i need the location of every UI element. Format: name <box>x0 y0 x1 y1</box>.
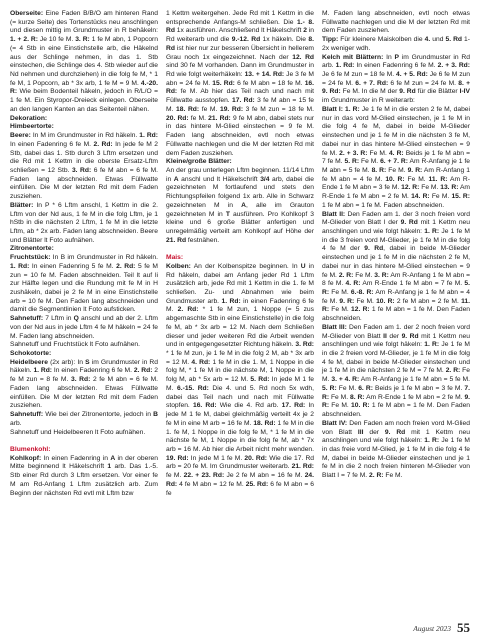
body-text: In jede M 1 fe M. <box>166 376 314 392</box>
bold-term: 2. Rd: <box>177 306 199 314</box>
bold-term: 1. R: <box>424 227 440 235</box>
body-text: In jede fe M 2 Stb, dabei das 1. Stb durch 3 Lftm ersetzen und die Rd mit 1 Kettm in die oberste Ersatz-Lftm schließen = 12 Stb. <box>10 140 158 174</box>
instruction-paragraph <box>322 106 470 211</box>
body-text: Am R-Anfang je 1 fe M abn = 5 fe M. <box>322 158 470 174</box>
instruction-paragraph <box>322 211 470 324</box>
body-text: An der grau unterlegen Lftm beginnen. 11/14 Lftm in <box>166 166 314 183</box>
body-text: In einen Fadenring 6 fe M. <box>10 140 94 148</box>
body-text: arb, dabei die gezeichneten M fortlaufend und stets den Richtungspfeilen folgend 1x arb. Alle in Schwarz gezeichneten M in <box>166 175 314 209</box>
bold-term: P <box>394 53 399 61</box>
body-text: 6 fe M abn = 6 fe <box>166 480 314 497</box>
body-text: In einen Fadenring 5 fe M. <box>29 262 117 270</box>
bold-term: 19. Rd: <box>219 105 244 113</box>
bold-term: 9. Rd <box>401 332 419 340</box>
body-text: Am R-Anfang 1 fe M abn = 4 fe M. <box>322 166 470 183</box>
body-text: Je 10 fe M. <box>37 36 76 44</box>
body-text: 1 fe M abn = 1 fe M. Faden abschneiden. <box>322 201 445 209</box>
bold-term: 4. R: <box>388 149 404 157</box>
section-spacer <box>10 437 158 446</box>
body-text: 2 fe M zun = 8 fe M. <box>10 367 159 384</box>
body-text: 5 fe M zun = 10 fe M. Faden abschneiden. Teil lt auf li zur Hälfte legen und die Rundung mit fe M in H zushäkeln, dabei je 2 fe M in eine Einstichstelle arb = 10 fe M. Den Faden lang abschneiden und damit die Segmentlinien lt Foto aufsticken. <box>10 262 158 314</box>
bold-term: A <box>173 175 179 183</box>
body-text: Fe M. <box>329 393 350 401</box>
bold-term: 8. R: <box>350 393 365 401</box>
bold-term: 18. Rd: <box>176 105 200 113</box>
body-text: fe M. <box>166 472 184 480</box>
bold-term: Blätter: <box>10 201 34 209</box>
bold-term: Tipp: <box>322 36 339 44</box>
bold-term: 16. Rd: <box>166 79 314 96</box>
instruction-paragraph <box>10 455 158 499</box>
body-text: 3 fe M abn = 15 fe M. <box>166 97 314 113</box>
bold-term: 16. Rd: <box>192 402 217 410</box>
body-text: 1 fe M in die 1. M, 1 Noppe in die folg M, * 1 fe M in die nächste M, 1 Noppe in die folg M, ab * 5x arb = 12 M. <box>166 358 314 384</box>
instruction-paragraph <box>322 10 470 36</box>
instruction-paragraph <box>322 54 470 106</box>
body-text: Am R-Ende 1 fe M abn = 2 fe M. <box>364 393 465 401</box>
body-text: In B im Grundmuster in Rd häkeln. <box>50 254 158 262</box>
body-text: 1x ausführen. Anschließend lt Häkelschrift <box>174 27 304 35</box>
body-text: anschl und ab der 2. Lftm von der Nd aus in jede Lftm 4 fe M häkeln = 24 fe M. Faden lang abschneiden. <box>10 315 158 340</box>
body-text: Sahnetuff und Heidelbeeren lt Foto aufnähen. <box>10 428 146 436</box>
bold-term: 12. Rd <box>292 53 314 61</box>
bold-term: 12. R: <box>401 184 420 192</box>
body-text: Fe M. <box>359 158 381 166</box>
bold-term: 1. Rd: <box>10 262 30 270</box>
body-text: , alle im Grauton gezeichneten M in <box>166 201 315 218</box>
bold-term: 11. R: <box>322 297 470 314</box>
body-text: Beids je 1 fe M abn = 7 fe M. <box>322 149 470 166</box>
body-text: 1x häkeln. Die <box>260 36 309 44</box>
instruction-paragraph <box>166 254 314 263</box>
body-text: in einen Fadenring 6 fe M. <box>166 297 314 314</box>
bold-term: 3. Rd: <box>295 341 315 349</box>
body-text: Je 1 fe M in die ersten 2 fe M, dabei nur in das vord M-Glied einstechen, je 1 fe M in die folg 4 fe M, dabei in beide M-Glieder einstechen und je 1 fe M in die nächsten 3 fe M, dabei nur in das hintere M-Glied einstechen = 9 fe M. <box>322 105 470 157</box>
body-text: 2 fe M abn = 2 fe M. <box>394 297 462 305</box>
bold-term: 3/4 <box>260 175 270 183</box>
bold-term: 2. R: <box>369 472 384 480</box>
bold-term: 10. R: <box>385 175 405 183</box>
body-text: Fe M. <box>336 384 359 392</box>
bold-term: 9. Rd <box>399 88 416 96</box>
body-text: fe M. Ab hier das Teil nach und nach mit Füllwatte ausstopfen. <box>166 88 314 105</box>
bold-term: 12. R: <box>351 306 370 314</box>
bold-term: 2 <box>303 27 307 35</box>
bold-term: 4. + 5. Rd: <box>396 71 428 79</box>
body-text: im Grundmuster in R weiterarb: <box>322 97 415 105</box>
section-heading: Mais: <box>166 254 184 262</box>
instruction-paragraph <box>322 420 470 481</box>
bold-term: Blatt II: <box>322 210 346 218</box>
bold-term: 2. Rd: <box>93 140 113 148</box>
bold-term: 3. + 4. R: <box>331 376 360 384</box>
body-text: In jede M 1 fe M, dabei gleichmäßig verteilt 4x je 2 fe M in eine M arb = 16 fe M. <box>166 402 315 427</box>
instruction-paragraph <box>10 350 158 359</box>
body-text: Am R-Ende 1 fe M abn = 3 fe M. <box>322 175 470 192</box>
bold-term: 4.-20. R: <box>10 79 158 96</box>
body-text: Je 6 fe M zun = 24 fe M. <box>322 71 470 87</box>
bold-term: 25. Rd: <box>245 480 269 488</box>
bold-term: 6. R: <box>358 384 373 392</box>
body-text: der <box>363 428 385 436</box>
bold-term: Heidelbeere <box>10 358 48 366</box>
body-text: In einen Fadenring in <box>41 454 111 462</box>
body-text: in der oberen Mitte beginnend lt Häkelschrift <box>10 454 158 471</box>
bold-term: 18. Rd: <box>253 419 276 427</box>
text-column-right <box>322 10 470 481</box>
bold-term: Kolben: <box>166 262 191 270</box>
body-text: Wie beim Bodenteil häkeln, jedoch in R/L/O = 1 fe M. Ein Styropor-Dreieck einlegen. Oberseite an den langen Kanten an das Seitenteil nähen. <box>10 88 158 113</box>
bold-term: 1. Rd: <box>33 367 53 375</box>
body-text: 2 fe M abn = 6 fe M. Faden lang abschneiden. Etwas Füllwatte einfüllen. Die M der letzten Rd mit dem Faden zusziehen. <box>10 376 159 410</box>
bold-term: 1.- 8. Rd <box>166 18 314 35</box>
bold-term: 9. Rd <box>384 428 406 436</box>
instruction-paragraph <box>10 359 158 411</box>
bold-term: 5. Rd <box>445 36 463 44</box>
bold-term: Beere: <box>10 132 31 140</box>
bold-term: 3. R: <box>374 271 389 279</box>
body-text: ausführen. Pro Kohlkopf 3 kleine und 6 große Blätter anfertigen und unregelmäßig verteilt am Kohlkopf auf Höhe der <box>166 210 314 235</box>
body-text: Fe M. <box>329 306 352 314</box>
bold-term: Himbeertorte: <box>10 123 54 131</box>
bold-term: 19. Rd: <box>166 454 189 462</box>
section-spacer <box>166 245 314 254</box>
bold-term: 3. Rd: <box>71 166 92 174</box>
bold-term: A <box>241 201 246 209</box>
bold-term: II <box>383 332 387 340</box>
bold-term: Sahnetuff: <box>10 315 44 323</box>
text-column-left <box>10 10 158 498</box>
body-text: 7 Lftm in <box>43 315 74 323</box>
bold-term: 9. Rd <box>400 219 418 227</box>
body-text: * 1 fe M zun, 1 Noppe (= 5 zus abgemaschte Stb in eine Einstichstelle) in die folg fe M, ab * 3x arb = 12 M. Nach dem Schließen dieser und jeder weiteren Rd die Arbeit wenden und in entgegengesetzter Richtung häkeln. <box>166 306 314 349</box>
body-text: Die 4. und 5. Rd noch 5x wdh, dabei das Teil nach und nach mit Füllwatte stopfen. <box>166 384 315 410</box>
instruction-paragraph <box>10 132 158 202</box>
body-text: Den Faden am noch freien vord M-Glied von Blatt <box>322 419 470 436</box>
bold-term: 9. R: <box>339 297 355 305</box>
bold-term: 1. Rd: <box>221 297 241 305</box>
body-text: Eine Faden B/B/O am hinteren Rand (= kurze Seite) des Tortenstücks neu anschlingen und diesen mittig im Grundmuster in R behäkeln: <box>10 10 158 35</box>
text-column-middle <box>166 10 314 498</box>
body-text: In P * 6 Lftm anschl, 1 Kettm in die 2. Lftm von der Nd aus, 1 fe M in die folg Lftm, je 1 hStb in die nächsten 2 Lftm, 1 fe M in die letzte Lftm, ab * 2x arb. Faden lang abschneiden. Beere und Blätter lt Foto aufnähen. <box>10 201 158 244</box>
body-text: anschl und lt Häkelschrift <box>178 175 261 183</box>
bold-term: 2. Rd: <box>133 367 153 375</box>
body-text: Fe M. <box>329 402 352 410</box>
body-text: 1-2x weniger wdh. <box>322 36 471 52</box>
body-text: Den Faden am 1. der 3 noch freien vord M-Glieder von Blatt I der <box>322 210 470 227</box>
section-heading: Blumenkohl: <box>10 445 51 453</box>
body-text: Fe M. <box>329 289 351 296</box>
instruction-paragraph <box>166 167 314 245</box>
body-text: 1 fe M abn = 1 fe M. Den Faden abschneiden. <box>322 402 471 419</box>
bold-term: 22. + 23. Rd: <box>183 472 225 480</box>
bold-term: 1. Rd: <box>139 132 158 140</box>
body-text: In jede M 1 fe M. <box>188 454 245 462</box>
body-text: Fe M. <box>322 367 470 384</box>
body-text: Fe M. <box>354 297 377 305</box>
body-text: In <box>383 53 395 61</box>
bold-term: 8. Rd <box>166 36 314 52</box>
body-text: Je 1 fe M in die 3 freien vord M-Glieder, je 1 fe M in die folg 4 fe M der <box>322 227 470 253</box>
body-text: 1 fe M abn = 1 fe M. Den Faden abschneiden. <box>322 306 471 323</box>
page-number: 55 <box>457 620 470 635</box>
body-text: 4 fe M abn = 12 fe M. <box>177 480 246 488</box>
body-text: Fe M. <box>419 184 441 192</box>
bold-term: 24. Rd: <box>166 472 314 488</box>
body-text: Fe M. <box>383 472 403 480</box>
body-text: Wie die 17. Rd arb = 20 fe M. Im Grundmuster weiterarb. <box>166 454 315 471</box>
instruction-paragraph <box>166 10 314 158</box>
bold-term: 17. Rd: <box>281 402 306 410</box>
body-text: (2x arb): In <box>47 358 86 366</box>
body-text: , dabei in beide M-Glieder einstechen und je 1 fe M in die nächsten 2 fe M, dabei nur in das hintere M-Glied einstechen = 9 fe M. <box>322 245 470 279</box>
bold-term: 11. R: <box>428 175 448 183</box>
bold-term: 5. R: <box>322 384 337 392</box>
bold-term: 17. Rd: <box>232 97 255 105</box>
instruction-paragraph <box>10 10 158 115</box>
body-text: 6 fe M zun = 24 fe M. <box>388 79 459 87</box>
bold-term: T <box>225 210 230 218</box>
body-text: festnähen. <box>186 236 220 244</box>
bold-term: 9. Rd <box>364 245 384 253</box>
body-text: Für kleinere Maiskolben die <box>338 36 425 44</box>
body-text: arb. <box>10 419 22 427</box>
bold-term: Schokotorte: <box>10 350 52 358</box>
bold-term: III <box>357 428 364 436</box>
bold-term: 5. Rd: <box>250 376 270 384</box>
bold-term: A <box>110 454 116 462</box>
body-text: Beids je 1 fe M abn = 3 fe M. <box>372 384 465 392</box>
bold-term: 8. R: <box>371 166 387 174</box>
bold-term: 1. Rd: <box>335 62 355 70</box>
issue-date: August 2023 <box>413 623 451 633</box>
bold-term: Dekoration: <box>10 114 48 122</box>
body-text: Am R-Anfang je 1 fe M abn = 4 fe M. <box>322 289 471 305</box>
body-text: Je 1 fe M in die 2 freien vord M-Glieder, je 1 fe M in die folg 4 fe M, dabei in beide M-Glieder einstechen und je 1 fe M in die nächsten 2 fe M = 7 fe M. <box>322 341 470 375</box>
instruction-paragraph <box>166 263 314 498</box>
body-text: fe M. <box>188 114 209 122</box>
body-text: im Grundmuster in Rd arb. <box>322 53 470 70</box>
bold-term: 6. + 7. R: <box>380 158 408 166</box>
bold-term: 3. Rd: <box>70 376 91 384</box>
instruction-paragraph <box>166 158 314 167</box>
instruction-paragraph <box>10 115 158 124</box>
body-text: der <box>386 332 402 340</box>
body-text: 3 fe M zun = 18 fe M. <box>243 105 314 113</box>
instruction-paragraph <box>10 245 158 254</box>
page-footer <box>360 620 470 636</box>
bold-term: 2. R: <box>338 271 354 279</box>
body-text: mit 1 Kettm neu anschlingen und wie folgt häkeln: <box>322 332 470 349</box>
body-text: Je 1 fe M in das freie vord M-Glied, je 1 fe M in die folg 4 fe M, dabei in beide M-Glieder einstechen und je 1 fe M in die 2 noch freien hinteren M-Glieder von Blatt I = 7 fe M. <box>322 437 470 480</box>
instruction-paragraph <box>10 202 158 246</box>
bold-term: 13. R: <box>440 184 459 192</box>
bold-term: 4. <box>424 36 431 44</box>
body-text: Fe M. In die M der <box>340 88 400 96</box>
bold-term: 9. R: <box>322 393 471 410</box>
body-text: An der Kolbenspitze beginnen. In <box>190 262 301 270</box>
bold-term: 15. R: <box>451 193 470 201</box>
bold-term: 8. + 9. Rd: <box>322 79 470 96</box>
body-text: für die Blätter <box>415 88 460 96</box>
body-text: Sahnetuff und Fruchtstück lt Foto aufnähen. <box>10 341 140 349</box>
bold-term: 6.-8. R: <box>350 289 374 296</box>
instruction-paragraph <box>10 341 158 350</box>
body-text: Am R-Anfang 1 fe M abn = 8 fe M. <box>322 271 470 288</box>
body-text: In einen Fadenring 6 fe M. <box>52 367 134 375</box>
bold-term: 9.-12. Rd <box>231 36 261 44</box>
body-text: mit 1 Kettm neu anschlingen und wie folgt häkeln: <box>322 428 470 445</box>
body-text: und <box>430 36 446 44</box>
bold-term: 6. + 7. Rd: <box>355 79 389 87</box>
body-text: Den Faden am 1. der 2 noch freien vord M-Glieder von Blatt <box>322 323 470 340</box>
bold-term: Kelch mit Blättern: <box>322 53 384 61</box>
bold-term: 4. R: <box>345 280 361 288</box>
body-text: Fe M. <box>404 175 429 183</box>
bold-term: Sahnetuff: <box>10 411 44 419</box>
body-text: arb. Das 1.-5. Stb einer Rd durch 3 Lftm ersetzen. Vor einer fe M am Rd-Anfang 1 Lftm zusätzlich arb. Zum Beginn der nächsten Rd evtl mit Lftm bzw <box>10 463 158 497</box>
body-text: in Rd häkeln, dabei am Anfang jeder Rd 1 Lftm zusätzlich arb, jede Rd mit 1 Kettm in die 1. fe M schließen. Zu- und Abnahmen wie beim Grundmuster arb. <box>166 262 314 305</box>
bold-term: 21. Rd <box>166 236 187 244</box>
bold-term: 20. Rd: <box>244 454 268 462</box>
bold-term: 20. Rd: <box>166 114 189 122</box>
bold-term: B <box>153 411 158 419</box>
body-text: Fe M. <box>367 149 389 157</box>
bold-term: 15. Rd: <box>212 79 235 87</box>
body-text: 1 fe M abn, 1 Popcorn (= 4 Stb in eine Einstichstelle arb, die Häkelnd aus der Schlinge nehmen, in das 1. Stb einstechen, die Schlinge des 4. Stb wieder auf die Nd nehmen und durchziehen) in die folg fe M, * 1 fe M, 1 Popcorn, ab * 3x arb, 1 fe M = 9 M. <box>10 36 158 87</box>
body-text: 6 fe M abn = 6 fe M. Faden lang abschneiden. Etwas Füllwatte einfüllen. Die M der letzten Rd mit dem Faden zusziehen. <box>10 166 158 201</box>
bold-term: 13. + 14. Rd: <box>244 71 285 79</box>
instruction-paragraph <box>322 324 470 420</box>
bold-term: 2. + 3. Rd: <box>437 62 470 70</box>
bold-term: 2. + 3. R: <box>339 149 368 157</box>
bold-term: 1 <box>107 463 112 471</box>
instruction-paragraph <box>10 429 158 438</box>
bold-term: 5. R: <box>322 280 470 296</box>
bold-term: Fruchtstück: <box>10 254 51 262</box>
body-text: Fe M. <box>386 166 408 174</box>
bold-term: Blatt I: 1. R: <box>322 105 360 113</box>
instruction-paragraph <box>10 315 158 341</box>
body-text: Je 3 fe M abn = 24 fe M. <box>166 71 315 87</box>
instruction-paragraph <box>10 411 158 428</box>
bold-term: 21. Rd: <box>208 114 231 122</box>
body-text: Am R-Anfang je 1 fe M abn = 5 fe M. <box>359 376 470 384</box>
instruction-paragraph <box>322 36 470 53</box>
body-text: fe M. <box>199 105 220 113</box>
body-text: M. Faden lang abschneiden, evtl noch etwas Füllwatte nachlegen und die M der letzten Rd mit dem Faden zusziehen. <box>322 10 470 35</box>
instruction-paragraph <box>10 123 158 132</box>
body-text: Am R-Ende 1 fe M abn = 7 fe M. <box>360 280 465 288</box>
body-text: Am R-Ende 1 fe M abn = 2 fe M. <box>322 184 471 201</box>
bold-term: 2. Rd: <box>116 262 136 270</box>
bold-term: I-IV <box>459 88 470 96</box>
bold-term: 10. R: <box>351 402 370 410</box>
body-text: Fe M. <box>353 271 375 279</box>
bold-term: 6.-15. Rd: <box>177 384 209 392</box>
bold-term: 1. R: <box>424 341 440 349</box>
body-text: In M im Grundmuster in Rd häkeln. <box>30 132 140 140</box>
bold-term: 1. + 2. R: <box>10 36 38 44</box>
body-text: 1 Kettm weitergehen. Jede Rd mit 1 Kettm in die entsprechende Anfangs-M schließen. Die <box>166 10 314 26</box>
body-text: In einen Fadenring 6 fe M. <box>354 62 438 70</box>
body-text: Fe M. <box>429 193 452 201</box>
bold-term: U <box>300 262 306 270</box>
body-text: Wie die 4. Rd arb. <box>216 402 282 410</box>
body-text: 9 fe M abn, dabei stets nur in das hintere M-Glied einstechen = 9 fe M. Faden lang abschneiden, evtl noch etwas Füllwatte nachlegen und die M der letzten Rd mit dem Faden zusziehen. <box>166 114 315 157</box>
bold-term: 10. R: <box>376 297 395 305</box>
bold-term: 7. R: <box>322 384 470 401</box>
body-text: Je 2 fe M abn = 16 fe M. <box>224 472 305 480</box>
body-text: sind 30 fe M vorhanden. Dann im Grundmuster in Rd wie folgt weiterhäkeln: <box>166 62 314 79</box>
bold-term: Blatt IV: <box>322 419 348 427</box>
body-text: im Grundmuster in Rd häkeln. <box>10 358 158 375</box>
body-text: Je 6 fe M zun = 18 fe M. <box>322 71 396 79</box>
body-text: 6 fe M abn = 18 fe M. <box>234 79 305 87</box>
bold-term: 9. R: <box>407 166 423 174</box>
bold-term: Oberseite: <box>10 10 44 17</box>
bold-term: Kohlkopf: <box>10 454 42 462</box>
bold-term: Blatt III: <box>322 323 347 331</box>
bold-term: Kleine/große Blätter: <box>166 158 232 166</box>
body-text: 1 fe M in die 1. fe M, 1 Noppe in die folg fe M, * 1 fe M in die nächste fe M, 1 Noppe in die folg fe M, ab * 7x arb = 16 M. Ab hier die Arbeit nicht mehr wenden. <box>166 419 314 453</box>
bold-term: 2. R: <box>445 367 461 375</box>
instruction-paragraph <box>10 446 158 455</box>
bold-term: Zitronentorte: <box>10 245 54 253</box>
bold-term: 1. R: <box>424 437 440 445</box>
bold-term: 14. R: <box>411 193 430 201</box>
body-text: mit 1 Kettm neu anschlingen und wie folgt häkeln: <box>322 219 470 235</box>
bold-term: 3. R: <box>75 36 90 44</box>
body-text: in Rd weiterarb und die <box>166 27 314 44</box>
body-text: * 1 fe M zun, je 1 fe M in die folg 2 M, ab * 3x arb = 12 M. <box>166 350 314 366</box>
instruction-paragraph <box>10 254 158 315</box>
body-text: Wie bei der Zitronentorte, jedoch in <box>43 411 154 419</box>
bold-term: S <box>85 358 90 366</box>
bold-term: 21. Rd: <box>291 463 315 471</box>
bold-term: 4. Rd: <box>191 358 211 366</box>
bold-term: Q <box>73 315 79 323</box>
body-text: ist hier nur zur besseren Übersicht in hellerem Grau noch 1x eingezeichnet. Nach der <box>166 44 314 61</box>
bold-term: 5. R: <box>344 158 360 166</box>
